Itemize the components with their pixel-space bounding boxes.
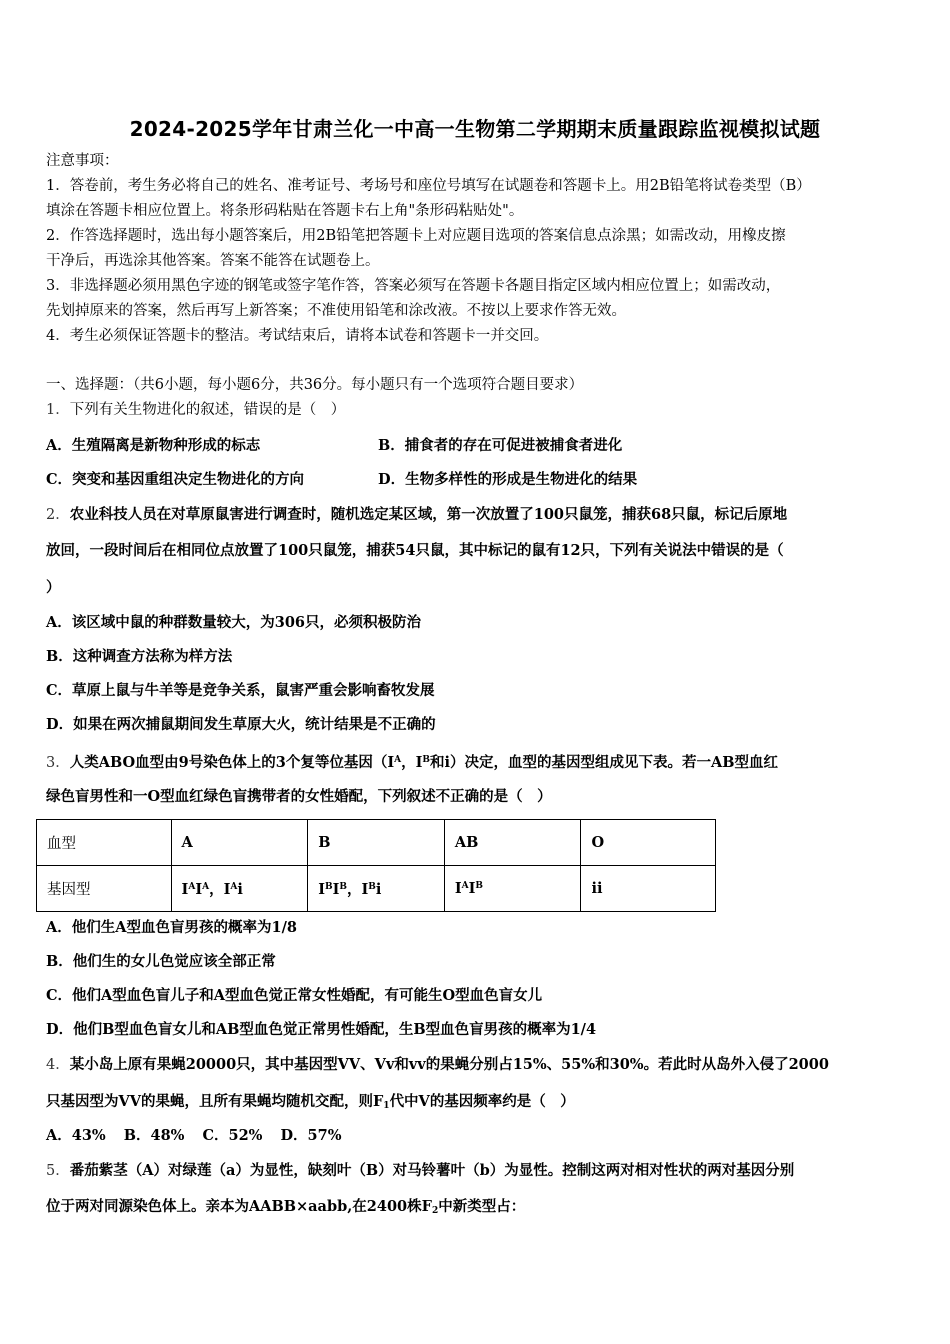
- question-number: 4．: [46, 1057, 70, 1073]
- question-number: 1．: [46, 402, 70, 418]
- notice-line: 2．作答选择题时，选出每小题答案后，用2B铅笔把答题卡上对应题目选项的答案信息点涂黑；如需改动，用橡皮擦: [46, 228, 786, 244]
- question-1-options-row1: [46, 436, 906, 456]
- notice-heading: 注意事项：: [46, 153, 119, 169]
- option-d[interactable]: D．他们B型血色盲女儿和AB型血色觉正常男性婚配，生B型血色盲男孩的概率为1/4: [46, 1021, 597, 1038]
- table-cell: A: [171, 820, 308, 866]
- option-a[interactable]: A．他们生A型血色盲男孩的概率为1/8: [46, 919, 297, 936]
- option-c[interactable]: C．52%: [202, 1127, 263, 1144]
- option-b[interactable]: B．捕食者的存在可促进被捕食者进化: [378, 437, 623, 454]
- question-1-options-row2: [46, 470, 906, 490]
- question-5-stem: [46, 1161, 794, 1181]
- table-cell: 基因型: [37, 866, 172, 912]
- question-number: 5．: [46, 1163, 70, 1179]
- question-4-stem-line2: [46, 1092, 575, 1116]
- option-d[interactable]: D．如果在两次捕鼠期间发生草原大火，统计结果是不正确的: [46, 716, 436, 733]
- question-text: 中新类型占：: [438, 1198, 526, 1215]
- question-text: 番茄紫茎（A）对绿莲（a）为显性，缺刻叶（B）对马铃薯叶（b）为显性。控制这两对相对性状的两对基因分别: [69, 1162, 795, 1179]
- question-3-stem-line2: 绿色盲男性和一O型血红绿色盲携带者的女性婚配，下列叙述不正确的是（ ）: [46, 788, 552, 805]
- question-4-options: [46, 1126, 359, 1146]
- subscript: 1: [383, 1101, 390, 1111]
- section-heading: 一、选择题：（共6小题，每小题6分，共36分。每小题只有一个选项符合题目要求）: [46, 377, 584, 393]
- notice-line: 3．非选择题必须用黑色字迹的钢笔或签字笔作答，答案必须写在答题卡各题目指定区域内相应位置上；如需改动，: [46, 278, 781, 294]
- option-b[interactable]: B．这种调查方法称为样方法: [46, 648, 233, 665]
- option-a[interactable]: A．43%: [46, 1127, 106, 1144]
- option-d[interactable]: D．57%: [280, 1127, 342, 1144]
- option-a[interactable]: A．该区域中鼠的种群数量较大，为306只，必须积极防治: [46, 614, 422, 631]
- table-cell: AB: [444, 820, 581, 866]
- table-cell: O: [581, 820, 716, 866]
- question-text: 和i）决定，血型的基因型组成见下表。若一AB型血红: [430, 754, 779, 771]
- question-2-stem: [46, 505, 787, 525]
- question-text: 人类ABO血型由9号染色体上的3个复等位基因（I: [69, 754, 395, 771]
- notice-line: 先划掉原来的答案，然后再写上新答案；不准使用铅笔和涂改液。不按以上要求作答无效。: [46, 303, 626, 319]
- question-text: 代中V的基因频率约是（ ）: [389, 1093, 575, 1110]
- option-b[interactable]: B．他们生的女儿色觉应该全部正常: [46, 953, 276, 970]
- notice-line: 4．考生必须保证答题卡的整洁。考试结束后，请将本试卷和答题卡一并交回。: [46, 328, 549, 344]
- question-5-stem-line2: [46, 1197, 525, 1221]
- subscript: 2: [431, 1206, 439, 1216]
- option-a[interactable]: A．生殖隔离是新物种形成的标志: [46, 437, 261, 454]
- question-text: 某小岛上原有果蝇20000只，其中基因型VV、Vv和vv的果蝇分别占15%、55%和30%。若此时从岛外入侵了2000: [69, 1056, 829, 1073]
- table-cell-genotype-ab: $I^AI^B$: [444, 866, 581, 912]
- question-number: 2．: [46, 507, 70, 523]
- exam-title: 2024-2025学年甘肃兰化一中高一生物第二学期期末质量跟踪监视模拟试题: [129, 117, 821, 141]
- question-text: 只基因型为VV的果蝇，且所有果蝇均随机交配，则F: [46, 1093, 384, 1110]
- table-cell-genotype-b: $I^BI^B$，$I^Bi$: [308, 866, 445, 912]
- question-text: 位于两对同源染色体上。亲本为AABB×aabb,在2400株F: [46, 1198, 432, 1215]
- notice-line: 干净后，再选涂其他答案。答案不能答在试题卷上。: [46, 253, 380, 269]
- question-2-stem-line2: 放回，一段时间后在相同位点放置了100只鼠笼，捕获54只鼠，其中标记的鼠有12只，下列有关说法中错误的是（: [46, 542, 784, 559]
- question-text: ，I: [401, 754, 423, 771]
- option-c[interactable]: C．他们A型血色盲儿子和A型血色觉正常女性婚配，有可能生O型血色盲女儿: [46, 987, 543, 1004]
- question-number: 3．: [46, 755, 70, 771]
- table-cell-genotype-o: ii: [581, 866, 716, 912]
- table-row: [37, 866, 716, 912]
- option-b[interactable]: B．48%: [123, 1127, 185, 1144]
- option-c[interactable]: C．突变和基因重组决定生物进化的方向: [46, 471, 305, 488]
- notice-line: 1．答卷前，考生务必将自己的姓名、准考证号、考场号和座位号填写在试题卷和答题卡上。用2B铅笔将试卷类型（B）: [46, 178, 811, 194]
- notice-line: 填涂在答题卡相应位置上。将条形码粘贴在答题卡右上角"条形码粘贴处"。: [46, 203, 524, 219]
- table-cell: 血型: [37, 820, 172, 866]
- question-text: 下列有关生物进化的叙述，错误的是（ ）: [69, 402, 346, 418]
- question-text: 农业科技人员在对草原鼠害进行调查时，随机选定某区域，第一次放置了100只鼠笼，捕获68只鼠，标记后原地: [69, 506, 788, 523]
- option-c[interactable]: C．草原上鼠与牛羊等是竞争关系，鼠害严重会影响畜牧发展: [46, 682, 435, 699]
- question-2-stem-line3: ）: [46, 579, 61, 596]
- blood-type-table: [36, 819, 716, 912]
- table-row: [37, 820, 716, 866]
- option-d[interactable]: D．生物多样性的形成是生物进化的结果: [378, 471, 638, 488]
- question-3-stem: [46, 750, 778, 773]
- question-1-stem: [46, 400, 345, 420]
- question-4-stem: [46, 1055, 829, 1075]
- table-cell: B: [308, 820, 445, 866]
- superscript: A: [394, 755, 402, 765]
- superscript: B: [422, 755, 430, 765]
- table-cell-genotype-a: $I^AI^A$，$I^Ai$: [171, 866, 308, 912]
